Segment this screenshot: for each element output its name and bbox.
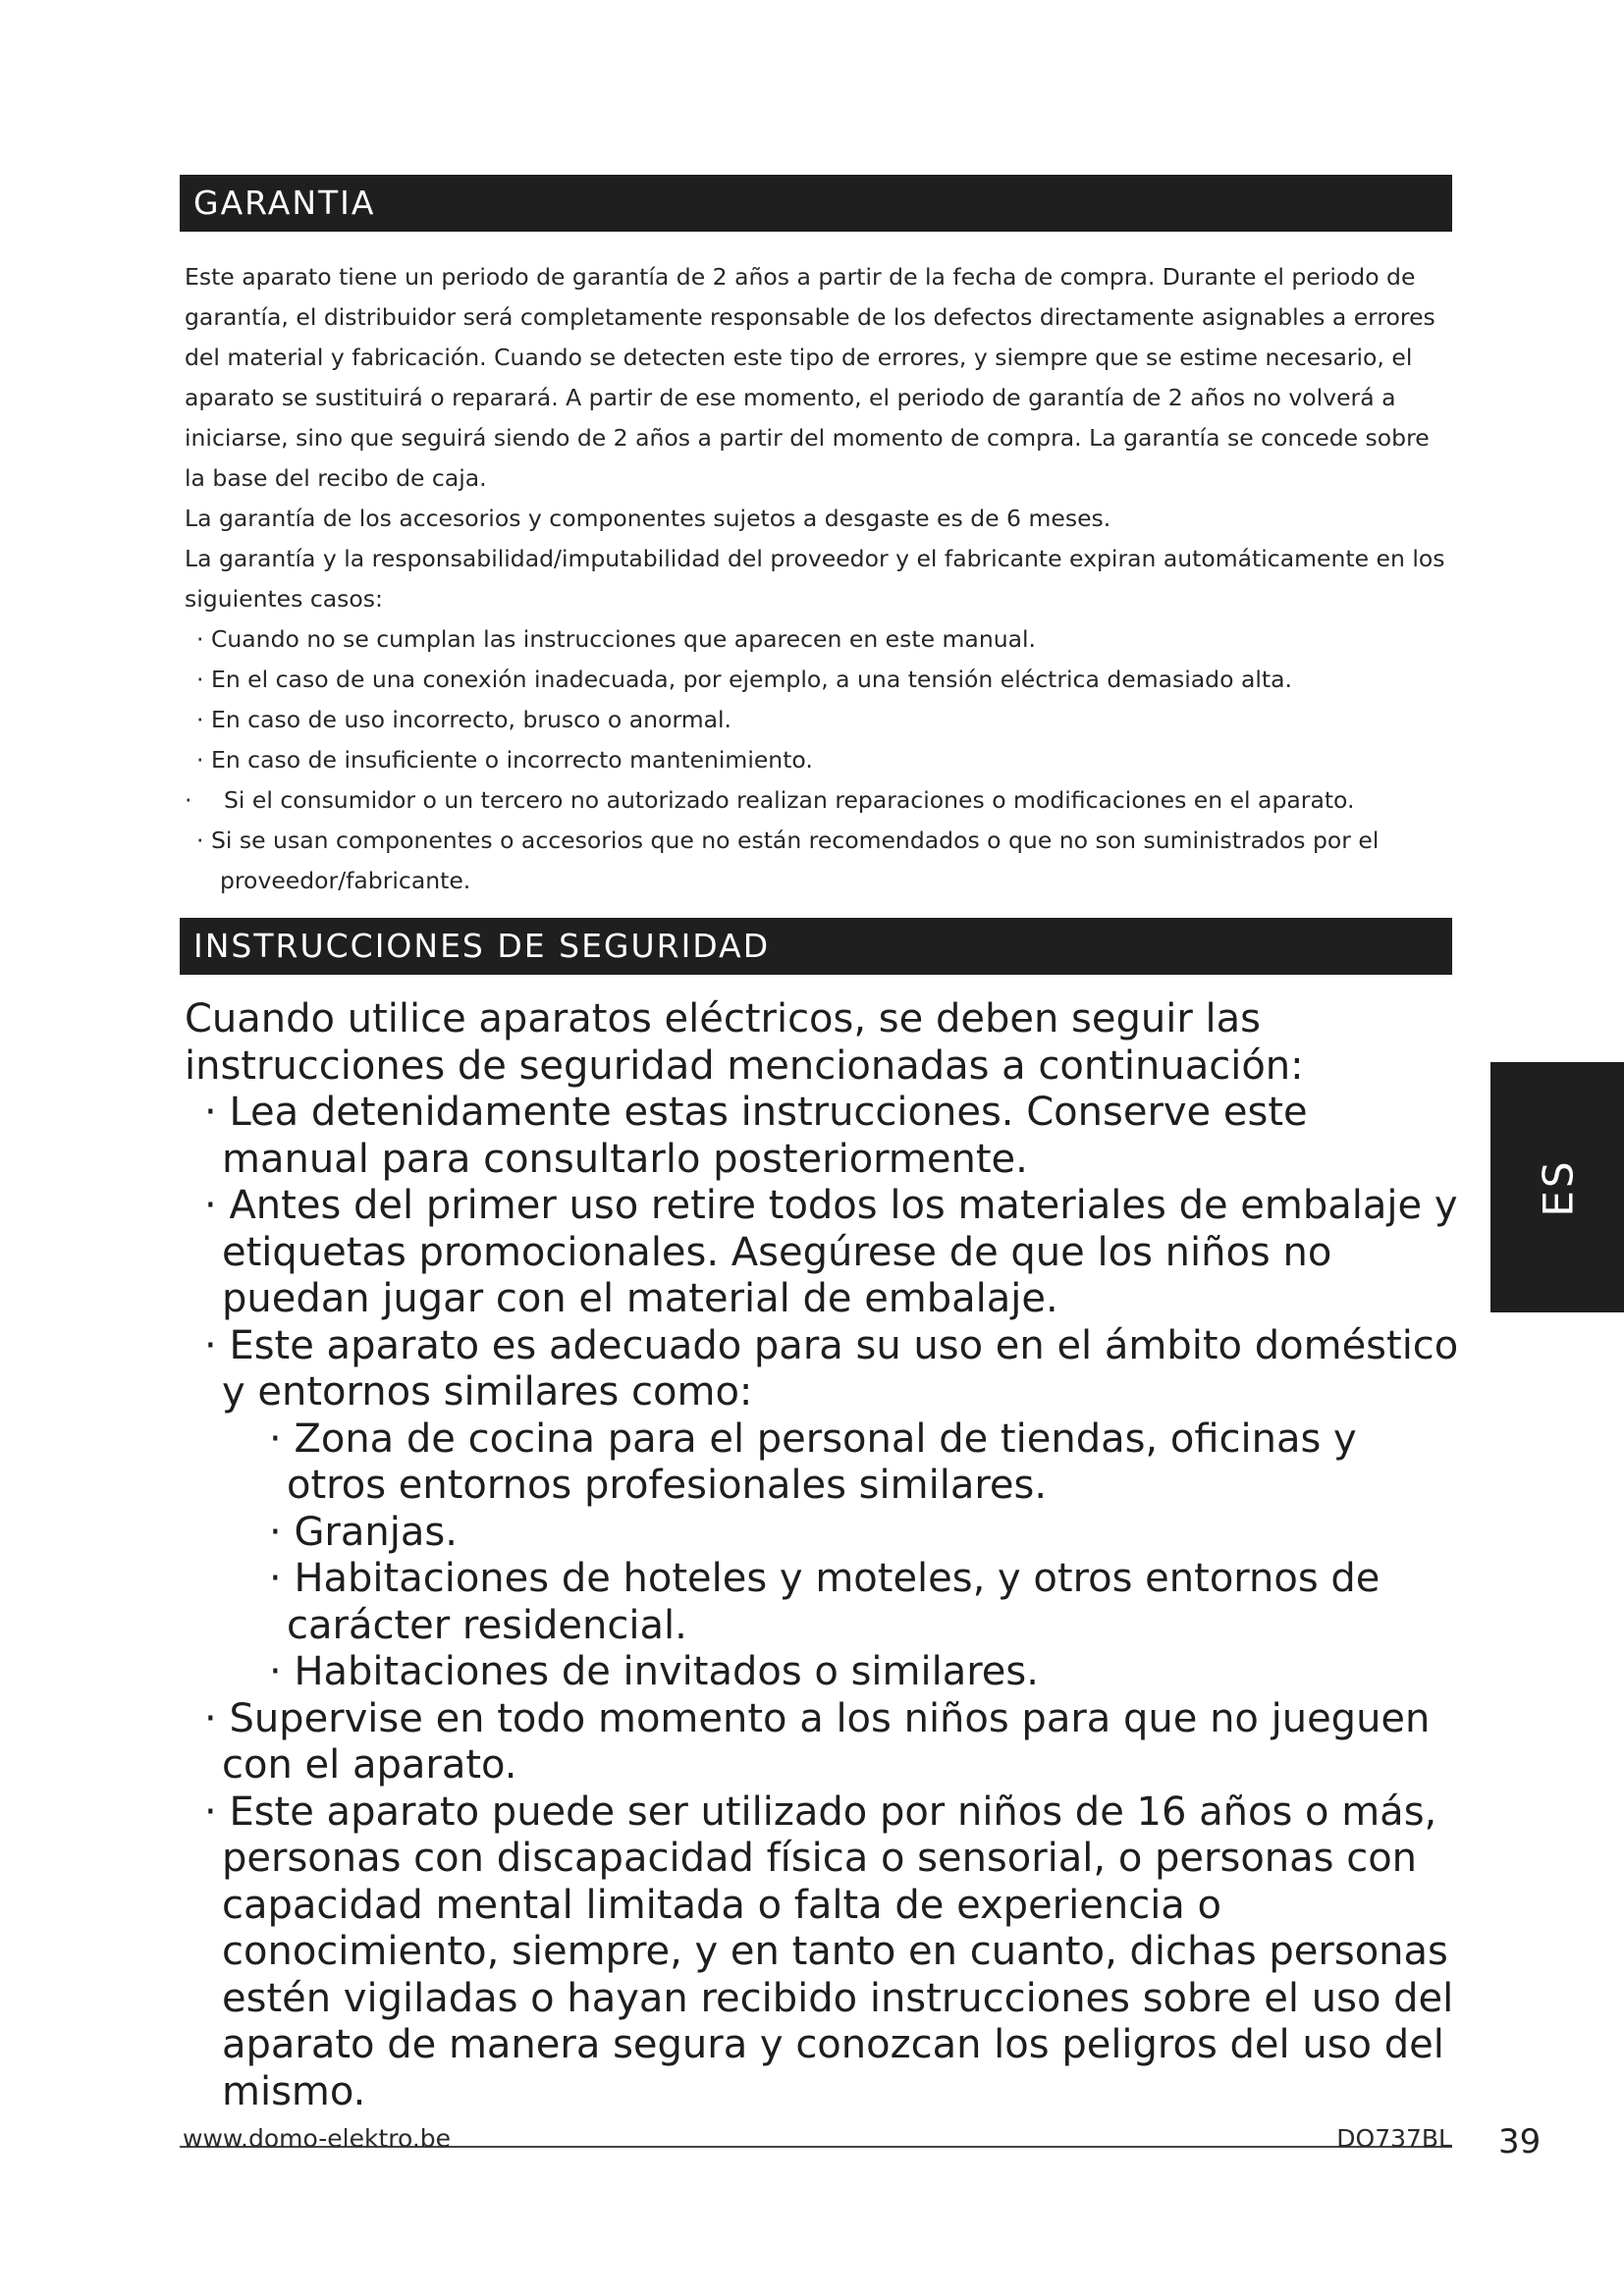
safety-item: · Supervise en todo momento a los niños para que no jueguen con el aparato. [204, 1695, 1431, 1788]
safety-subitem: · Zona de cocina para el personal de tiendas, oficinas y otros entornos profesionales similares. [269, 1415, 1357, 1508]
safety-subitem: · Habitaciones de hoteles y moteles, y otros entornos de carácter residencial. [269, 1556, 1380, 1648]
garantia-bullet: · En caso de uso incorrecto, brusco o anormal. [196, 706, 731, 733]
garantia-paragraph: La garantía de los accesorios y componentes sujetos a desgaste es de 6 meses. [185, 505, 1111, 532]
garantia-bullet: · Si el consumidor o un tercero no autorizado realizan reparaciones o modificaciones en el aparato. [185, 786, 1355, 814]
safety-item: · Antes del primer uso retire todos los materiales de embalaje y etiquetas promocionales. Asegúrese de que los niños no puedan jugar con el material de embalaje. [204, 1183, 1458, 1321]
garantia-bullet: · Cuando no se cumplan las instrucciones que aparecen en este manual. [196, 625, 1037, 653]
garantia-bullet: · En el caso de una conexión inadecuada, por ejemplo, a una tensión eléctrica demasiado alta. [196, 666, 1292, 693]
garantia-body [185, 257, 1451, 901]
safety-subitem: · Habitaciones de invitados o similares. [269, 1649, 1039, 1694]
section-header-garantia [180, 175, 1452, 232]
language-tab [1490, 1062, 1624, 1312]
garantia-bullet: · Si se usan componentes o accesorios que no están recomendados o que no son suministrados por el proveedor/fabricante. [196, 827, 1380, 894]
seguridad-intro: Cuando utilice aparatos eléctricos, se deben seguir las instrucciones de seguridad mencionadas a continuación: [185, 996, 1304, 1089]
footer-model-number: DO737BL [1336, 2124, 1452, 2153]
section-header-seguridad [180, 918, 1452, 975]
language-tab-label: ES [1534, 1157, 1583, 1217]
safety-item: · Este aparato puede ser utilizado por niños de 16 años o más, personas con discapacidad física o sensorial, o personas con capacidad mental limitada o falta de experiencia o conocimiento, siempre, y en tanto en cuanto, dichas personas estén vigiladas o hayan recibido instrucciones sobre el uso del aparato de manera segura y conozcan los peligros del uso del mismo. [204, 1789, 1454, 2114]
garantia-paragraph: Este aparato tiene un periodo de garantía de 2 años a partir de la fecha de compra. Durante el periodo de garantía, el distribuidor será completamente responsable de los defectos directamente asignables a errores del material y fabricación. Cuando se detecten este tipo de errores, y siempre que se estime necesario, el aparato se sustituirá o reparará. A partir de ese momento, el periodo de garantía de 2 años no volverá a iniciarse, sino que seguirá siendo de 2 años a partir del momento de compra. La garantía se concede sobre la base del recibo de caja. [185, 263, 1435, 492]
safety-subitem: · Granjas. [269, 1509, 458, 1555]
seguridad-body [185, 996, 1461, 2115]
garantia-paragraph: La garantía y la responsabilidad/imputabilidad del proveedor y el fabricante expiran automáticamente en los siguientes casos: [185, 545, 1445, 613]
garantia-bullet: · En caso de insuficiente o incorrecto mantenimiento. [196, 746, 813, 774]
section-title-seguridad: INSTRUCCIONES DE SEGURIDAD [193, 927, 771, 965]
footer-url: www.domo-elektro.be [183, 2124, 452, 2153]
section-title-garantia: GARANTIA [193, 184, 376, 222]
safety-item: · Lea detenidamente estas instrucciones. Conserve este manual para consultarlo posteriormente. [204, 1090, 1308, 1182]
safety-item: · Este aparato es adecuado para su uso en el ámbito doméstico y entornos similares como: [204, 1322, 1459, 1415]
page-number: 39 [1498, 2122, 1542, 2162]
